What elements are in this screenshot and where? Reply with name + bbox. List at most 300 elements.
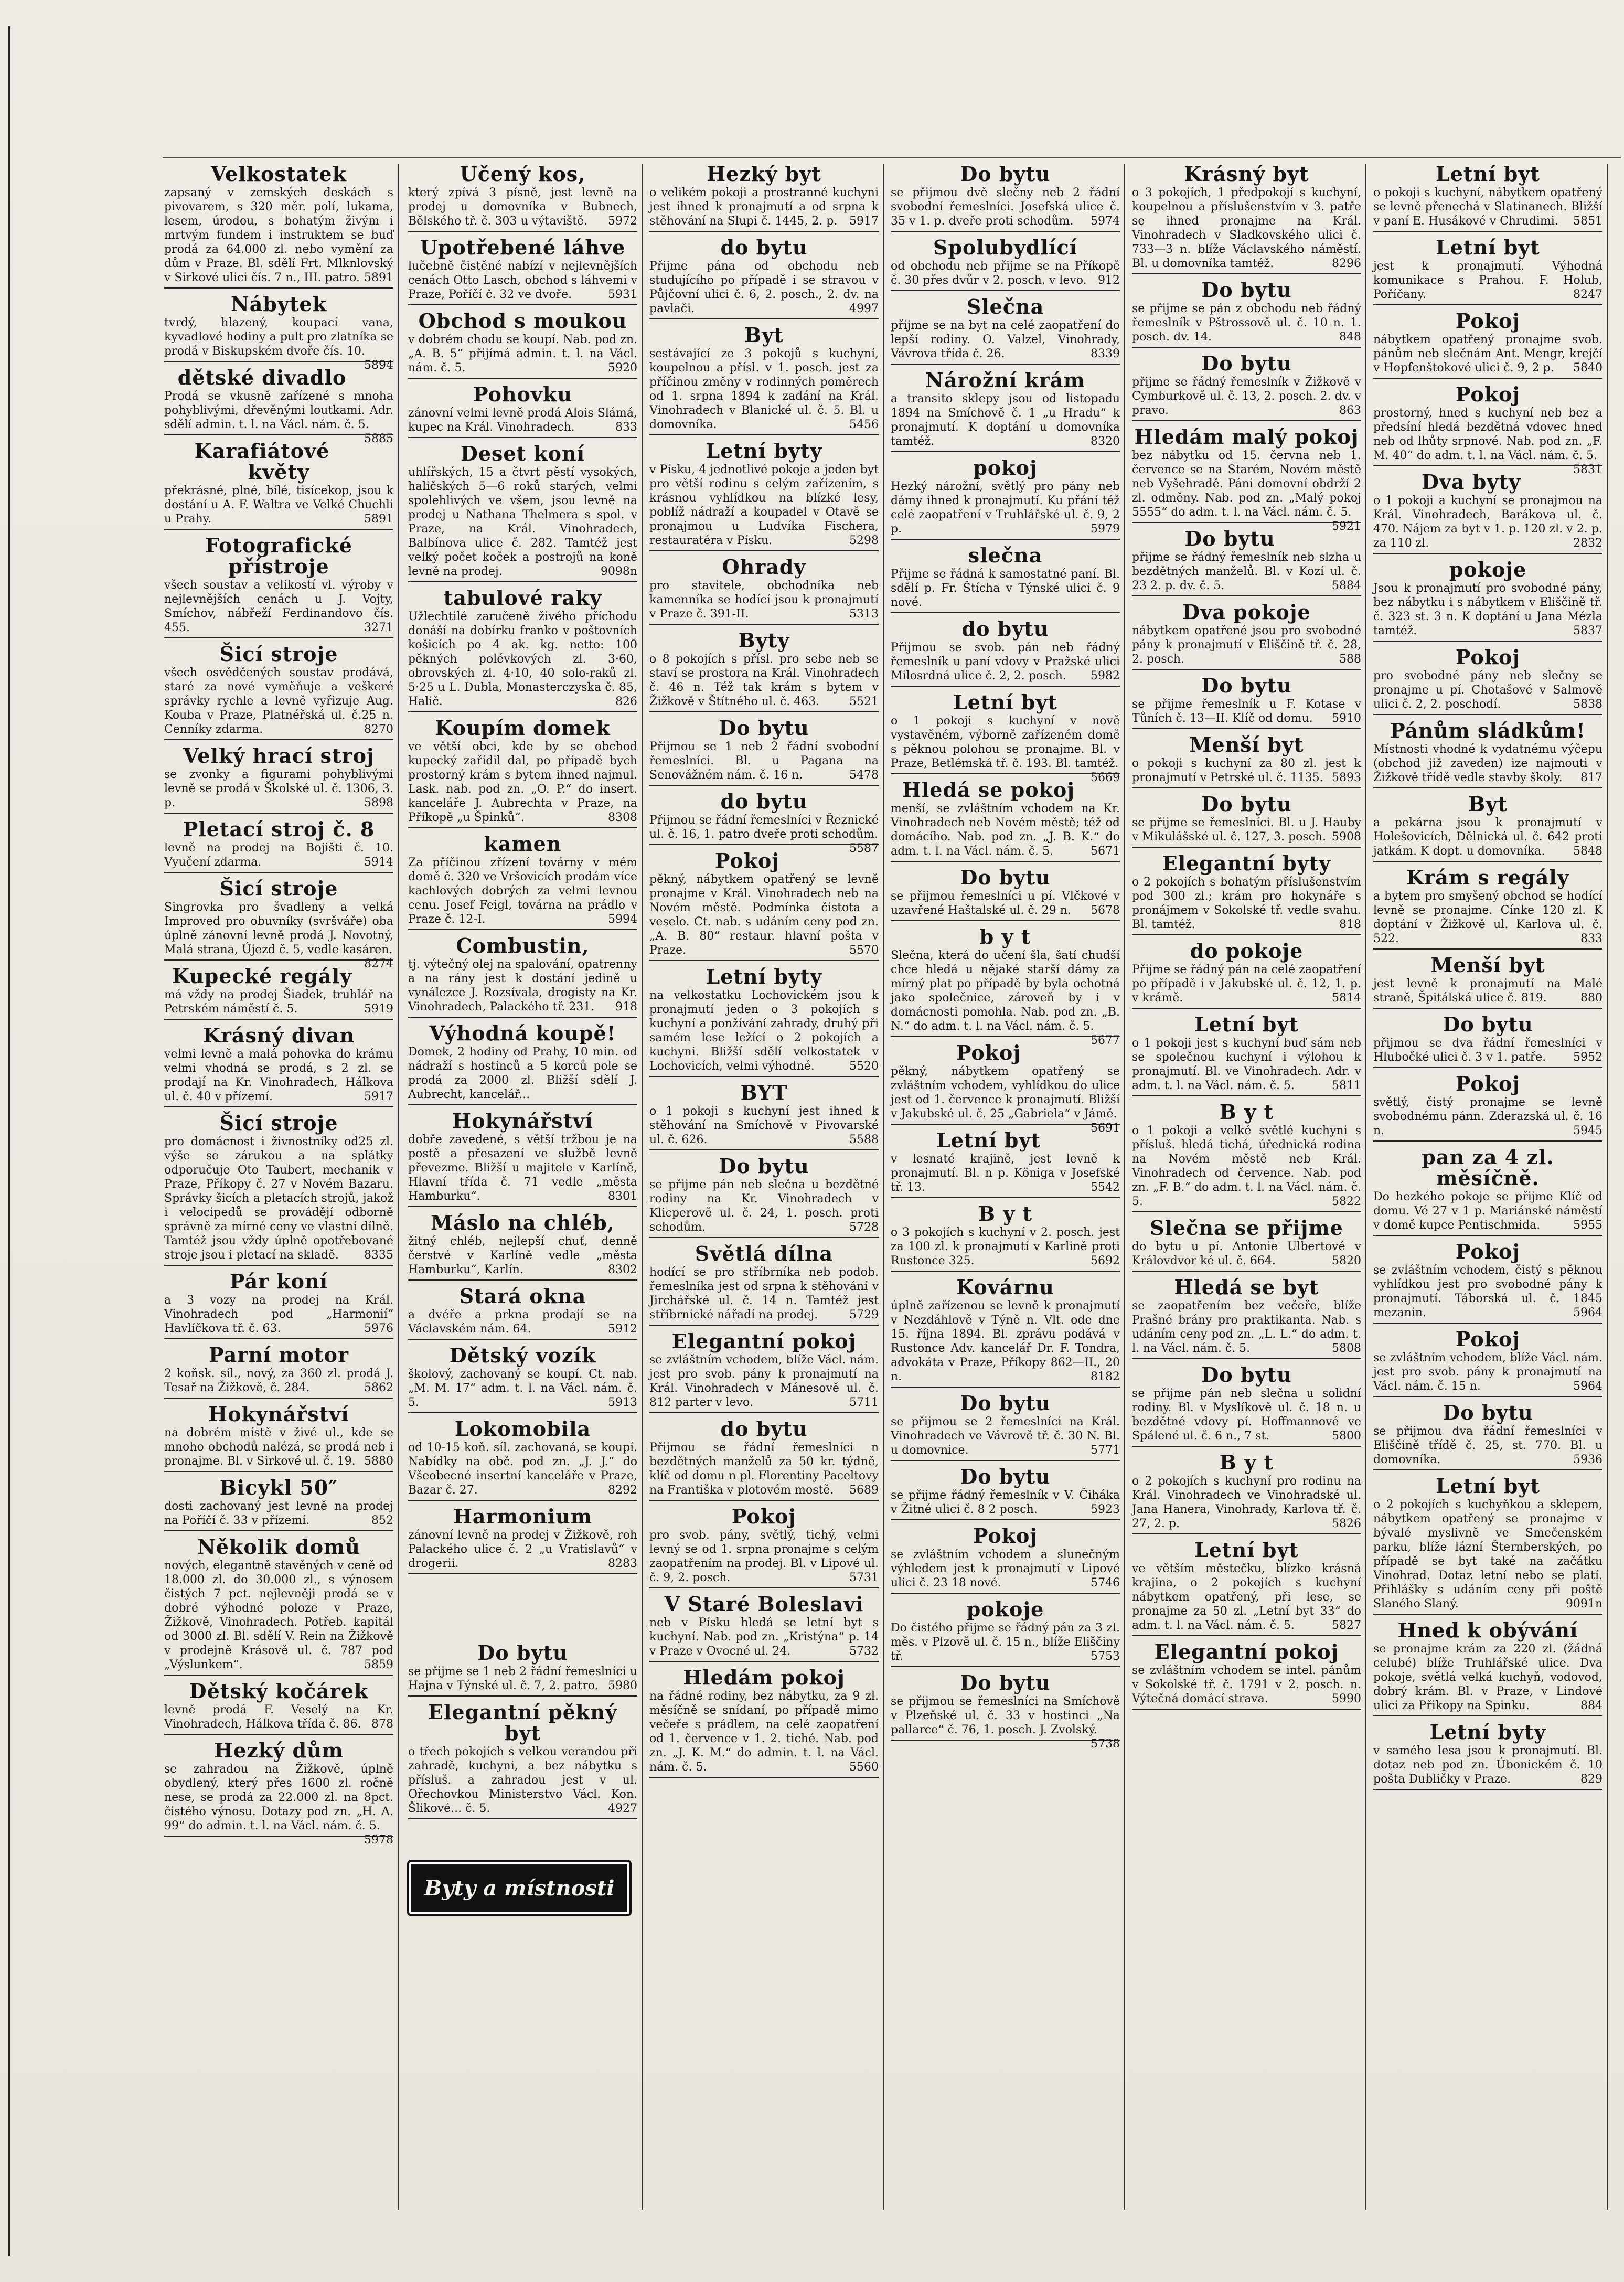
classified-ad — [408, 588, 637, 712]
ad-text — [408, 1133, 637, 1203]
ad-text — [1373, 333, 1602, 375]
ad-text — [1373, 1424, 1602, 1467]
ad-reference-number: 5921 — [1332, 520, 1361, 533]
ad-body: hodící se pro stříbrníka neb podob. řemeslníka jest od srpna k stěhování v Jirchářské ul. č. 14 n. Tamtéž jest stříbrnické nářadí na prodej. — [649, 1266, 879, 1321]
column-6 — [1369, 164, 1608, 2210]
classified-ad — [1132, 1218, 1361, 1272]
ad-body: pěkný, nábytkem opatřený se levně pronajme v Král. Vinohradech neb na Novém městě. Podmínka čistota a veselo. Ct. nab. s udáním ceny pod zn. „A. B. 80“ restaur. hlavní pošta v Praze. — [649, 873, 879, 957]
ad-body: má vždy na prodej Šiadek, truhlář na Petrském náměstí č. 5. — [164, 988, 393, 1016]
ad-reference-number: 5862 — [364, 1381, 393, 1394]
classified-ad — [891, 1671, 1120, 1751]
classified-ad — [649, 718, 879, 786]
ad-heading: slečna — [968, 543, 1043, 567]
ad-reference-number: 5298 — [849, 534, 879, 547]
ad-heading: Byt — [744, 323, 784, 347]
ad-heading: Hledá se pokoj — [902, 778, 1075, 802]
classified-ad — [649, 850, 879, 961]
ad-heading: Elegantní pěkný byt — [428, 1700, 618, 1745]
ad-text — [649, 872, 879, 957]
ad-reference-number: 5964 — [1573, 1306, 1602, 1319]
ad-heading: Do bytu — [960, 1391, 1051, 1415]
ad-reference-number: 5898 — [364, 796, 393, 809]
classified-ad — [1132, 602, 1361, 670]
ad-heading: kamen — [484, 832, 562, 856]
ad-text — [1132, 1299, 1361, 1356]
ad-heading: Kovárnu — [956, 1275, 1054, 1299]
classified-ad — [1373, 867, 1602, 950]
ad-heading: pan za 4 zl. měsíčně. — [1422, 1145, 1554, 1190]
ad-heading: Kupecké regály — [172, 964, 352, 988]
classified-ad — [649, 1594, 879, 1662]
classified-ad — [891, 545, 1120, 613]
classified-ad — [891, 164, 1120, 232]
ad-heading: Slečna se přijme — [1150, 1216, 1343, 1240]
ad-text — [1132, 1036, 1361, 1093]
classified-ad — [1132, 1540, 1361, 1636]
ad-text — [164, 1135, 393, 1262]
classified-ad — [891, 1203, 1120, 1272]
ad-body: se pronajme krám za 220 zl. (žádná celubé) blíže Truhlářské ulice. Dva pokoje, světlá velká kuchyň, vodovod, dobrý krám. Bl. v Praze, v Lindové ulici za Přikopy na Spinku. — [1373, 1643, 1602, 1712]
classified-ad — [1373, 472, 1602, 554]
ad-body: Domek, 2 hodiny od Prahy, 10 min. od nádraží s hostinců a 5 korců pole se prodá za 2000 zl. Bližší sdělí J. Aubrecht, kancelář... — [408, 1046, 637, 1101]
ad-reference-number: 5521 — [849, 695, 879, 708]
ad-reference-number: 5912 — [608, 1323, 637, 1336]
ad-text — [1373, 977, 1602, 1005]
ad-heading: Hezký dům — [214, 1739, 344, 1762]
classified-ad — [164, 745, 393, 814]
ad-reference-number: 833 — [1580, 932, 1602, 945]
ad-heading: Parní motor — [209, 1343, 349, 1367]
ad-heading: Hned k obývání — [1397, 1618, 1578, 1642]
ad-text — [1373, 889, 1602, 946]
ad-text — [408, 1234, 637, 1277]
classified-ad — [649, 1156, 879, 1238]
ad-text — [1373, 1351, 1602, 1393]
classified-ad — [1373, 1329, 1602, 1397]
ad-text — [649, 186, 879, 228]
ad-body: se přijmou dvě slečny neb 2 řádní svobodní řemeslníci. Josefská ulice č. 35 v 1. p. dveře proti schodům. — [891, 186, 1120, 228]
ad-text — [1373, 1744, 1602, 1786]
ad-body: se přijmou dva řádní řemeslníci v Eliščině třídě č. 25, st. 770. Bl. u domovníka. — [1373, 1425, 1602, 1466]
ad-body: od obchodu neb přijme se na Příkopě č. 30 přes dvůr v 2. posch. v levo. — [891, 260, 1120, 287]
classified-ad — [891, 1393, 1120, 1461]
ad-reference-number: 863 — [1339, 404, 1361, 417]
ad-heading: Pokoj — [1455, 1327, 1521, 1351]
ad-reference-number: 5677 — [1091, 1034, 1120, 1047]
classified-ad — [164, 1345, 393, 1399]
ad-heading: Dva byty — [1421, 470, 1521, 494]
ad-heading: Do bytu — [477, 1641, 568, 1665]
ad-reference-number: 5893 — [1332, 771, 1361, 784]
ad-heading: B y t — [1219, 1100, 1274, 1124]
ad-text — [1132, 186, 1361, 271]
ad-body: zánovní velmi levně prodá Alois Slámá, kupec na Král. Vinohradech. — [408, 407, 637, 434]
ad-body: se přijmou se řemeslníci na Smíchově v Plzeňské ul. č. 33 v hostinci „Na pallarce“ č. 76, 1. posch. J. Zvolský. — [891, 1695, 1120, 1736]
ad-text — [891, 1694, 1120, 1751]
ad-text — [891, 1621, 1120, 1663]
ad-text — [164, 1293, 393, 1336]
ad-text — [1132, 1663, 1361, 1706]
classified-ad — [408, 1212, 637, 1281]
ad-reference-number: 5587 — [849, 842, 879, 855]
ad-reference-number: 8320 — [1091, 435, 1120, 448]
classified-ad — [408, 311, 637, 379]
classified-ad — [891, 296, 1120, 365]
ad-heading: Učený kos, — [460, 164, 586, 186]
ad-text — [649, 1265, 879, 1322]
ad-reference-number: 5711 — [849, 1396, 879, 1409]
ad-heading: Dva pokoje — [1182, 600, 1311, 624]
ad-heading: Pokoj — [1455, 1072, 1521, 1095]
ad-heading: Do bytu — [1443, 1401, 1533, 1424]
ad-body: pěkný, nábytkem opatřený se zvláštním vchodem, vyhlídkou do ulice jest od 1. července k pronajmutí. Bližší v Jakubské ul. č. 25 „Gabriela“ v Jámě. — [891, 1065, 1120, 1121]
ad-body: Přijme se řádný pán na celé zaopatření po případě i v Jakubské ul. č. 12, 1. p. v krámě. — [1132, 963, 1361, 1005]
ad-reference-number: 8296 — [1332, 257, 1361, 270]
classified-ad — [164, 877, 393, 971]
ad-reference-number: 5456 — [849, 418, 879, 431]
ad-body: o 1 pokoji s kuchyní v nově vystavěném, výborně zařízeném domě s pěknou polohou se pronajme. Bl. v Praze, Betlémská tř. č. 193. Bl. tamtéž. — [891, 715, 1120, 770]
classified-ad — [649, 1331, 879, 1413]
ad-text — [164, 186, 393, 285]
ad-heading: Pokoj — [1455, 382, 1521, 406]
classified-ad — [408, 1643, 637, 1697]
ad-heading: pokoj — [973, 456, 1038, 479]
ad-body: se zvláštním vchodem se intel. pánům v Sokolské tř. č. 1791 v 2. posch. n. Výtečná domácí strava. — [1132, 1664, 1361, 1705]
ad-body: se zvláštním vchodem a slunečným výhledem jest k pronajmutí v Lipové ulici č. 23 18 nové. — [891, 1548, 1120, 1590]
ad-heading: Spolubydlící — [933, 236, 1078, 259]
ad-body: přijmou se dva řádní řemeslníci v Hlubočké ulici č. 3 v 1. patře. — [1373, 1037, 1602, 1064]
ad-body: o 1 pokoji jest s kuchyní buď sám neb se společnou kuchyní i výlohou k pronajmutí. Bl. ve Vinohradech. Adr. v adm. t. l. na Václ. nám. č. 5. — [1132, 1037, 1361, 1092]
classified-ad — [408, 1286, 637, 1340]
ad-body: se zaopatřením bez večeře, blíže Prašné brány pro praktikanta. Nab. s udáním ceny pod zn. „L. L.“ do adm. t. l. na Václ. nám. č. 5. — [1132, 1299, 1361, 1355]
ad-text — [408, 856, 637, 926]
ad-reference-number: 5994 — [608, 913, 637, 926]
ad-reference-number: 8301 — [608, 1190, 637, 1203]
ad-reference-number: 5908 — [1332, 830, 1361, 844]
ad-reference-number: 4997 — [849, 302, 879, 315]
ad-reference-number: 884 — [1580, 1699, 1602, 1712]
ad-text — [408, 1665, 637, 1693]
ad-heading: Světlá dílna — [695, 1242, 834, 1265]
ad-heading: Do bytu — [960, 1465, 1051, 1488]
ad-text — [891, 889, 1120, 918]
ad-body: Za příčinou zřízení továrny v mém domě č. 320 ve Vršovicích prodám více kachlových dobrých za velmi levnou cenu. Josef Feigl, továrna na prádlo v Praze č. 12-I. — [408, 856, 637, 926]
ad-text — [1373, 1095, 1602, 1138]
ad-body: lučebně čistěné nabízí v nejlevnějších cenách Otto Lasch, obchod s láhvemi v Praze, Poříčí č. 32 ve dvoře. — [408, 260, 637, 301]
ad-body: o 3 pokojích s kuchyní v 2. posch. jest za 100 zl. k pronajmutí v Karlině proti Rustonce 325. — [891, 1226, 1120, 1267]
ad-reference-number: 880 — [1580, 991, 1602, 1005]
ad-text — [1373, 669, 1602, 711]
ad-text — [1132, 624, 1361, 666]
ad-heading: Hledám pokoj — [683, 1666, 845, 1689]
ad-body: světlý, čistý pronajme se levně svobodnému pánn. Zderazská ul. č. 16 n. — [1373, 1096, 1602, 1137]
ad-body: o třech pokojích s velkou verandou při zahradě, kuchyni, a bez nábytku s přísluš. a zahradou jest v ul. Ořechovkou Ministerstvo Václ. Kon. Šlikové... č. 5. — [408, 1745, 637, 1815]
ad-reference-number: 5914 — [364, 856, 393, 869]
ad-text — [408, 1745, 637, 1816]
ad-body: se přijme pán neb slečna u solidní rodiny. Bl. v Myslíkově ul. č. 18 n. u bezdětné vdovy pí. Hoffmannové ve Spálené ul. č. 6 n., 7 st. — [1132, 1387, 1361, 1443]
ad-reference-number: 5919 — [364, 1003, 393, 1016]
classified-ad — [1373, 1402, 1602, 1470]
classified-ad — [1373, 1147, 1602, 1236]
classified-ad — [649, 237, 879, 319]
ad-reference-number: 5728 — [849, 1221, 879, 1234]
ad-body: nových, elegantně stavěných v ceně od 18.000 zl. do 30.000 zl., s výnosem čistých 7 pct. nejlevněji prodá se v dobré výhodné poloze v Praze, Žižkově, Vinohradech. Potřeb. kapitál od 3000 zl. Bl. sdělí V. Rein na Žižkově v prodejně Krásově ul. č. 787 pod „Výslunkem“. — [164, 1559, 393, 1671]
ad-text — [891, 641, 1120, 683]
ad-text — [649, 1528, 879, 1585]
ad-heading: Pokoj — [1455, 645, 1521, 669]
ad-heading: B y t — [1219, 1451, 1274, 1474]
classified-ad — [1373, 955, 1602, 1009]
ad-body: se zahradou na Žižkově, úplně obydlený, který přes 1600 zl. ročně nese, se prodá za 22.000 zl. na 8pct. čistého výnosu. Dotazy pod zn. „H. A. 99“ do admin. t. l. na Václ. nám. č. 5. — [164, 1763, 393, 1832]
classified-ad — [891, 370, 1120, 452]
classified-ad — [649, 1243, 879, 1326]
ad-heading: Letní byt — [1194, 1012, 1299, 1036]
ad-reference-number: 5678 — [1091, 904, 1120, 917]
ad-reference-number: 5478 — [849, 769, 879, 782]
ad-body: bez nábytku od 15. června neb 1. července se na Starém, Novém městě neb Vyšehradě. Páni domovní obdrží 2 zl. odměny. Nab. pod zn. „Malý pokoj 5555“ do adm. t. l. na Václ. nám. č. 5. — [1132, 449, 1361, 519]
ad-reference-number: 818 — [1339, 918, 1361, 931]
ad-text — [408, 610, 637, 709]
ad-heading: Do bytu — [960, 1671, 1051, 1694]
ad-body: prostorný, hned s kuchyní neb bez a předsíní hledá bezdětná vdovec hned neb od lhůty srpnové. Nab. pod zn. „F. M. 40“ do adm. t. l. na Václ. nám. č. 5. — [1373, 407, 1602, 462]
classified-ad — [1132, 1277, 1361, 1359]
ad-body: ve větší obci, kde by se obchod kupecký zařídil dal, po případě bych prostorný krám s bytem ihned najmul. Lask. nab. pod zn. „O. P.“ do insert. kanceláře J. Aubrechta v Praze, na Příkopě „u Špinků“. — [408, 740, 637, 824]
classified-ad — [408, 1023, 637, 1105]
ad-text — [408, 465, 637, 579]
banner-spacer — [408, 1580, 637, 1643]
ad-heading: Do bytu — [1201, 674, 1292, 697]
ad-heading: Deset koní — [460, 442, 585, 465]
classified-ad — [1132, 425, 1361, 533]
ad-heading: Letní byty — [1429, 1720, 1546, 1744]
ad-body: v lesnaté krajině, jest levně k pronajmutí. Bl. n p. Königa v Josefské tř. 13. — [891, 1153, 1120, 1194]
ad-heading: Upotřebené láhve — [420, 236, 626, 259]
ad-reference-number: 5955 — [1573, 1219, 1602, 1232]
ad-reference-number: 5952 — [1573, 1051, 1602, 1064]
ad-heading: Hledá se byt — [1174, 1275, 1319, 1299]
ad-reference-number: 5808 — [1332, 1342, 1361, 1355]
ad-body: pro domácnost i živnostníky od25 zl. výše se zárukou a na splátky odporučuje Oto Taubert, mechanik v Praze, Příkopy č. 27 v Novém Bazaru. Správky šicích a pletacích strojů, jakož i velocipedů se provádějí odborně správně za mírné ceny ve vlastní dílně. Tamtéž jsou vždy úplně opotřebované stroje jsou i pletací na skladě. — [164, 1135, 393, 1262]
classified-ad — [164, 966, 393, 1020]
ad-body: všech soustav a velikostí vl. výroby v nejlevnějších cenách u J. Vojty, Smíchov, nábřeží Ferdinandovo čís. 455. — [164, 579, 393, 634]
ad-body: levně na prodej na Bojišti č. 10. Vyučení zdarma. — [164, 841, 393, 869]
ad-text — [164, 900, 393, 971]
ad-text — [891, 948, 1120, 1047]
classified-ad — [408, 1506, 637, 1574]
ad-text — [1132, 875, 1361, 932]
classified-ad — [1373, 647, 1602, 715]
ad-reference-number: 5884 — [1332, 579, 1361, 592]
classified-ad — [649, 790, 879, 855]
ad-heading: Pokoj — [1455, 1240, 1521, 1263]
ad-reference-number: 5964 — [1573, 1380, 1602, 1393]
ad-text — [1132, 1387, 1361, 1443]
ad-body: se přijme pán neb slečna u bezdětné rodiny na Kr. Vinohradech v Klicperově ul. č. 24, 1. posch. proti schodům. — [649, 1178, 879, 1234]
ad-body: školový, zachovaný se koupí. Ct. nab. „M. M. 17“ adm. t. l. na Václ. nám. č. 5. — [408, 1368, 637, 1409]
ad-text — [1373, 581, 1602, 638]
ad-text — [649, 1178, 879, 1234]
ad-body: v dobrém chodu se koupí. Nab. pod zn. „A. B. 5“ přijímá admin. t. l. na Václ. nám. č. 5. — [408, 333, 637, 375]
ad-heading: Velký hrací stroj — [183, 744, 375, 767]
classified-ad — [408, 443, 637, 582]
ad-text — [164, 666, 393, 737]
classified-ad — [891, 1041, 1120, 1135]
ad-heading: Letní byt — [1436, 1474, 1540, 1498]
ad-heading: b y t — [979, 925, 1031, 948]
ad-reference-number: 8247 — [1573, 288, 1602, 301]
ad-reference-number: 8274 — [364, 957, 393, 971]
ad-heading: Hokynářství — [452, 1109, 593, 1133]
ad-reference-number: 5838 — [1573, 698, 1602, 711]
ad-text — [649, 347, 879, 432]
classified-ad — [408, 1111, 637, 1207]
ad-body: který zpívá 3 písně, jest levně na prodej u domovníka v Bubnech, Bělského tř. č. 303 u výtaviště. — [408, 186, 637, 228]
column-4 — [886, 164, 1125, 2210]
ad-reference-number: 5880 — [364, 1455, 393, 1468]
ad-body: o pokoji s kuchyní, nábytkem opatřený se levně přenechá v Slatinanech. Bližší v paní E. Husákové v Chrudimi. — [1373, 186, 1602, 228]
ad-body: se přijme se pán z obchodu neb řádný řemeslník v Pštrossově ul. č. 10 n. 1. posch. dv. 14. — [1132, 302, 1361, 344]
classified-ad — [649, 557, 879, 625]
ad-heading: Combustin, — [456, 934, 590, 957]
ad-text — [1132, 697, 1361, 726]
classified-ad — [1132, 353, 1361, 421]
ad-text — [1132, 375, 1361, 418]
ad-reference-number: 5979 — [1091, 522, 1120, 536]
ad-text — [164, 316, 393, 372]
ad-text — [1132, 550, 1361, 593]
ad-text — [891, 479, 1120, 536]
ad-body: sestávající ze 3 pokojů s kuchyní, koupelnou a přísl. v 1. posch. jest za příčinou změny v rodinných poměrech od 1. srpna 1894 k zadání na Král. Vinohradech v Blanické ul. č. 5. Bl. u domovníka. — [649, 347, 879, 431]
ad-body: o 1 pokoji s kuchyní jest ihned k stěhování na Smíchově v Pivovarské ul. č. 626. — [649, 1105, 879, 1146]
ad-text — [891, 1064, 1120, 1135]
classified-ad — [649, 630, 879, 712]
ad-body: zánovní levně na prodej v Žižkově, roh Palackého ulice č. 2 „u Vratislavů“ v drogerii. — [408, 1529, 637, 1570]
ad-text — [891, 567, 1120, 610]
ad-heading: Dětský kočárek — [189, 1679, 369, 1703]
ad-reference-number: 5771 — [1091, 1444, 1120, 1457]
ad-reference-number: 8182 — [1091, 1370, 1120, 1383]
ad-reference-number: 5753 — [1091, 1650, 1120, 1663]
ad-reference-number: 8339 — [1091, 347, 1120, 360]
ad-heading: Do bytu — [1443, 1012, 1533, 1036]
ad-text — [649, 652, 879, 709]
ad-reference-number: 5978 — [364, 1833, 393, 1847]
ad-text — [1373, 742, 1602, 785]
ad-body: se přijme řádný řemeslník v V. Čiháka v Žitné ulici č. 8 2 posch. — [891, 1489, 1120, 1516]
ad-heading: Krásný divan — [202, 1023, 355, 1047]
classified-ad — [164, 164, 393, 289]
ad-body: na řádné rodiny, bez nábytku, za 9 zl. měsíčně se snídaní, po případě mimo večeře s prádlem, na celé zaopatření od 1. července v 1. 2. tiché. Nab. pod zn. „J. K. M.“ do admin. t. l. na Václ. nám. č. 5. — [649, 1690, 879, 1774]
ad-heading: B y t — [978, 1202, 1033, 1225]
ad-reference-number: 5945 — [1573, 1124, 1602, 1137]
ad-heading: Hokynářství — [208, 1402, 349, 1426]
classified-ad — [1132, 794, 1361, 848]
ad-heading: Obchod s moukou — [418, 309, 627, 333]
ad-reference-number: 5891 — [364, 271, 393, 284]
ad-body: od 10-15 koň. síl. zachovaná, se koupí. Nabídky na obč. pod zn. „J. J.“ do Všeobecné insertní kanceláře v Praze, Bazar č. 27. — [408, 1441, 637, 1497]
ad-reference-number: 5827 — [1332, 1619, 1361, 1632]
ad-reference-number: 918 — [615, 1000, 637, 1014]
classified-ad — [164, 1477, 393, 1531]
ad-text — [1132, 1562, 1361, 1633]
ad-reference-number: 8270 — [364, 723, 393, 736]
classified-ad — [164, 1271, 393, 1339]
classified-ad — [1373, 1620, 1602, 1716]
ad-heading: Do bytu — [1201, 351, 1292, 375]
classified-ad — [1132, 734, 1361, 788]
ad-heading: Pokoj — [956, 1041, 1021, 1064]
ad-body: zapsaný v zemských deskách s pivovarem, s 320 měr. polí, lukama, lesem, úrodou, s bohatým živým i mrtvým fundem i instruktem se buď prodá za 64.000 zl. nebo vymění za dům v Praze. Bl. sdělí Frt. Mlknlovský v Sirkové ulici čís. 7 n., III. patro. — [164, 186, 393, 284]
ad-text — [408, 1367, 637, 1410]
ad-body: na dobrém místě v živé ul., kde se mnoho obchodů nalézá, se prodá neb i pronajme. Bl. v Sirkové ul. č. 19. — [164, 1426, 393, 1468]
ad-heading: tabulové raky — [443, 586, 602, 610]
ad-body: se zvláštním vchodem, blíže Václ. nám. jest pro svob. pány k pronajmutí na Král. Vinohradech v Mánesově ul. č. 812 parter v levo. — [649, 1353, 879, 1409]
ad-body: pro svobodné pány neb slečny se pronajme u pí. Chotašové v Salmově ulici č. 2, 2. poschodí. — [1373, 669, 1602, 711]
ad-body: Přijme se řádná k samostatné paní. Bl. sdělí p. Fr. Štícha v Týnské ulici č. 9 nové. — [891, 568, 1120, 609]
ad-text — [649, 740, 879, 782]
ad-reference-number: 5560 — [849, 1761, 879, 1774]
ad-body: a dvéře a prkna prodají se na Václavském nám. 64. — [408, 1308, 637, 1336]
ad-heading: Pohovku — [473, 382, 572, 406]
ad-text — [649, 463, 879, 548]
ad-text — [408, 957, 637, 1014]
classified-ad — [164, 1681, 393, 1735]
classified-ad — [891, 780, 1120, 862]
classified-ad — [649, 441, 879, 551]
classified-ad — [164, 1025, 393, 1107]
ad-body: menší, se zvláštním vchodem na Kr. Vinohradech neb Novém městě; též od domácího. Nab. pod zn. „J. B. K.“ do adm. t. l. na Václ. nám. č. 5. — [891, 802, 1120, 858]
ad-heading: V Staré Boleslavi — [664, 1592, 864, 1616]
ad-body: Přijme pána od obchodu neb studujícího po případě i se stravou v Půjčovní ulici č. 6, 2. posch., 2. dv. na pavlači. — [649, 260, 879, 315]
ad-heading: do bytu — [720, 236, 808, 259]
ad-body: Prodá se vkusně zařízené s mnoha pohyblivými, dřevěnými loutkami. Adr. sdělí admin. t. l. na Václ. nám. č. 5. — [164, 390, 393, 431]
ad-body: přijme se řádný řemeslník v Žižkově v Cymburkově ul. č. 13, 2. posch. 2. dv. v pravo. — [1132, 376, 1361, 417]
left-margin-rule — [8, 26, 10, 2256]
classified-ad — [1132, 675, 1361, 729]
ad-text — [1373, 406, 1602, 476]
ad-heading: Menší byt — [1430, 953, 1545, 977]
ad-text — [164, 578, 393, 635]
ad-body: Do hezkého pokoje se přijme Klíč od domu. Vé 27 v 1 p. Mariánské náměstí v domě kupce Pentischmida. — [1373, 1190, 1602, 1232]
ad-heading: do bytu — [720, 790, 808, 813]
ad-text — [164, 389, 393, 445]
ad-reference-number: 5691 — [1091, 1122, 1120, 1135]
ad-reference-number: 5826 — [1332, 1517, 1361, 1530]
ad-body: ve větším městečku, blízko krásná krajina, o 2 pokojích s kuchyní nábytkem opatřený, při lese, se pronajme za 50 zl. „Letní byt 33“ do adm. t. l. na Václ. nám. č. 5. — [1132, 1562, 1361, 1632]
ad-reference-number: 9098n — [600, 565, 637, 578]
ad-body: a transito sklepy jsou od listopadu 1894 na Smíchově č. 1 „u Hradu“ k pronajmutí. K doptání u domovníka tamtéž. — [891, 392, 1120, 448]
ad-heading: Pokoj — [714, 849, 780, 872]
ad-body: se zvonky a figurami pohyblivými levně se prodá v Školské ul. č. 1306, 3. p. — [164, 768, 393, 809]
ad-text — [649, 1689, 879, 1774]
ad-reference-number: 588 — [1339, 653, 1361, 666]
ad-text — [1132, 1474, 1361, 1531]
ad-reference-number: 5976 — [364, 1322, 393, 1335]
ad-heading: Velkostatek — [211, 164, 347, 186]
ad-heading: Harmonium — [453, 1505, 592, 1528]
ad-reference-number: 5729 — [849, 1308, 879, 1321]
ad-body: Místnosti vhodné k vydatnému výčepu (obchod již zaveden) ize najmouti v Žižkově třídě vedle stavby školy. — [1373, 743, 1602, 784]
classified-ad — [891, 925, 1120, 1047]
ad-heading: Pár koní — [229, 1270, 328, 1293]
ad-text — [164, 1499, 393, 1528]
top-column-rule — [163, 157, 1621, 158]
ad-reference-number: 5731 — [849, 1571, 879, 1584]
ad-text — [1132, 1124, 1361, 1209]
ad-text — [164, 1426, 393, 1468]
ad-heading: Dětský vozík — [449, 1343, 596, 1367]
ad-reference-number: 5822 — [1332, 1195, 1361, 1208]
